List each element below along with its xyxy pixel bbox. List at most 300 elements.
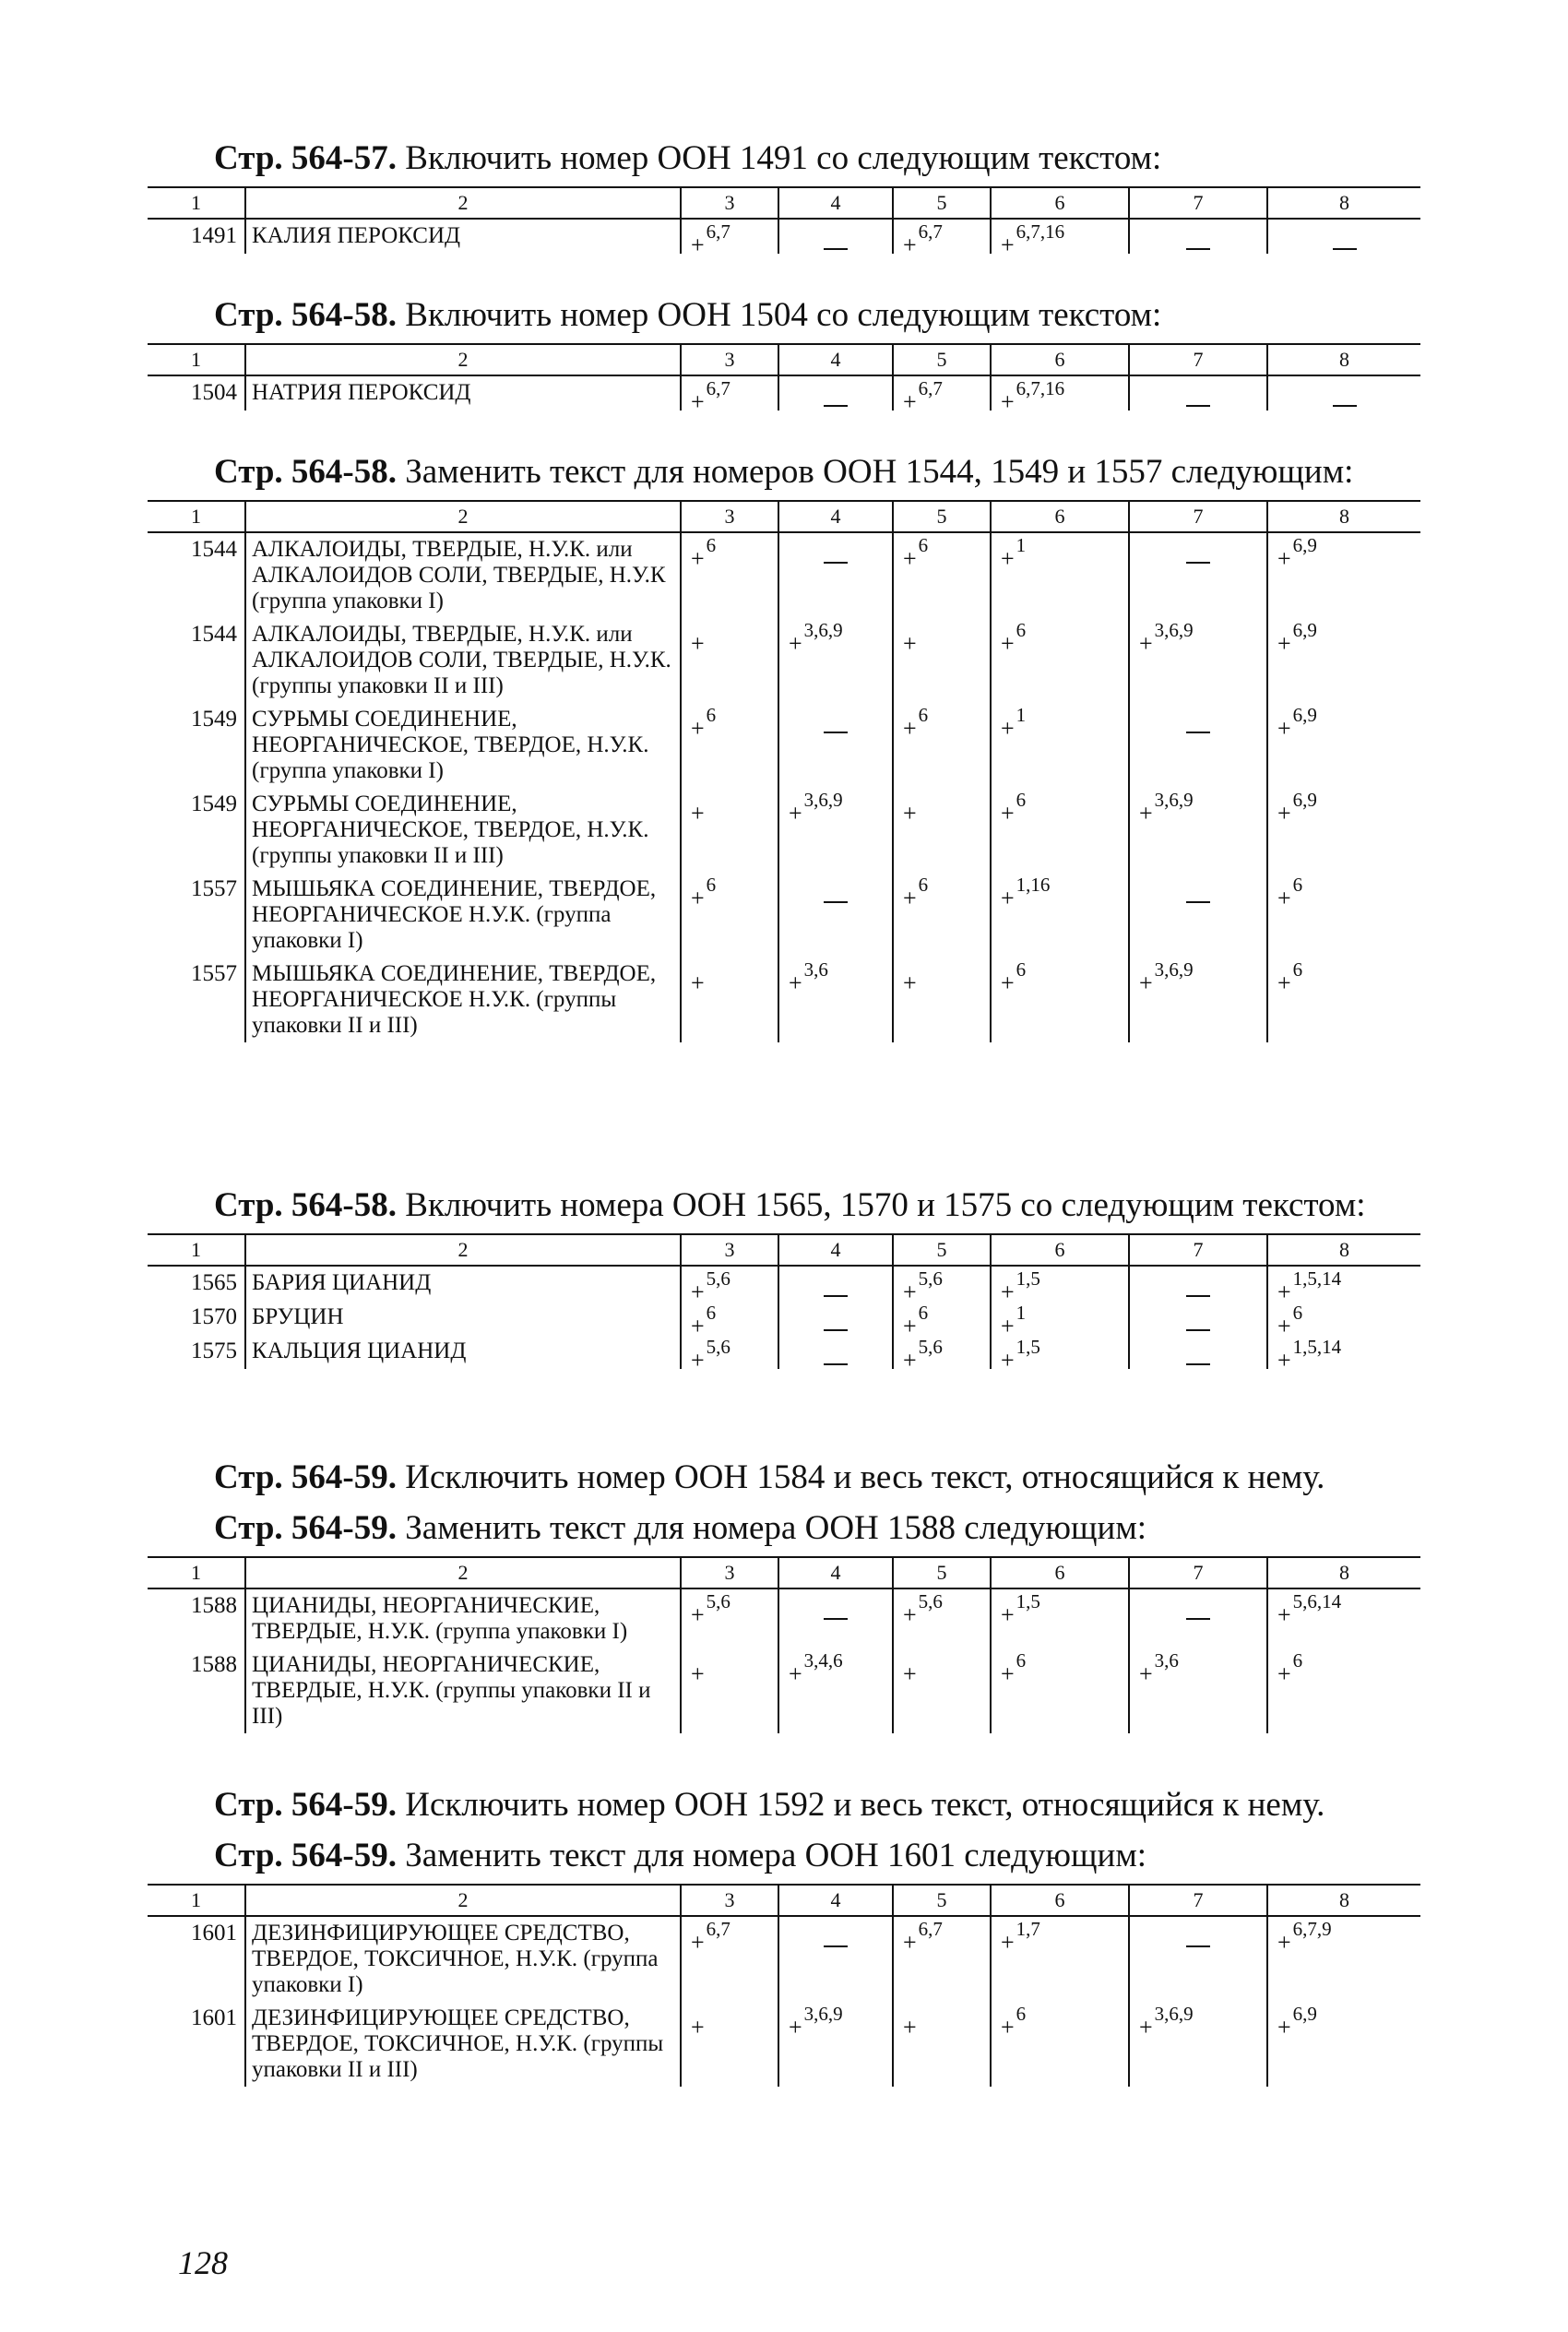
- column-header: 5: [893, 1234, 991, 1266]
- substance-name: АЛКАЛОИДЫ, ТВЕРДЫЕ, Н.У.К. или АЛКАЛОИДОВ СОЛИ, ТВЕРДЫЕ, Н.У.К. (группы упаковки II и III): [245, 618, 681, 703]
- footnote-numbers: 6: [706, 704, 717, 726]
- table-row: [148, 1301, 1420, 1335]
- dash-mark: [1333, 248, 1357, 250]
- footnote-numbers: 3,6,9: [803, 2003, 843, 2025]
- symbol-cell: [991, 788, 1129, 873]
- un-table: [148, 343, 1420, 415]
- substance-name: КАЛИЯ ПЕРОКСИД: [245, 219, 681, 254]
- footnote-numbers: 6: [1016, 1649, 1027, 1672]
- footnote-numbers: 6,7: [918, 1918, 943, 1940]
- column-header: 1: [148, 1885, 245, 1916]
- symbol-cell: [991, 375, 1129, 415]
- header-row: [148, 1234, 1420, 1266]
- plus-sign: +: [1001, 630, 1015, 657]
- dash-cell: [1129, 1588, 1267, 1648]
- table-row: [148, 1335, 1420, 1369]
- symbol-cell: [893, 958, 991, 1042]
- footnote-numbers: 6: [1016, 958, 1027, 981]
- footnote-numbers: 6: [1292, 1649, 1303, 1672]
- symbol-cell: [991, 219, 1129, 258]
- footnote-numbers: 5,6: [706, 1590, 731, 1612]
- section-heading: Стр. 564-58. Включить номер ООН 1504 со следующим текстом:: [214, 296, 1162, 334]
- column-header: 6: [991, 344, 1129, 375]
- column-header: 3: [681, 187, 778, 219]
- footnote-numbers: 5,6: [918, 1267, 943, 1290]
- dash-cell: [778, 1301, 893, 1335]
- footnote-numbers: 1: [1016, 534, 1027, 556]
- dash-cell: [1129, 1916, 1267, 2002]
- plus-sign: +: [1277, 1929, 1291, 1956]
- substance-name: СУРЬМЫ СОЕДИНЕНИЕ, НЕОРГАНИЧЕСКОЕ, ТВЕРДОЕ, Н.У.К. (группа упаковки I): [245, 703, 681, 788]
- footnote-numbers: 6,9: [1292, 2003, 1317, 2025]
- plus-sign: +: [1001, 232, 1015, 258]
- symbol-cell: [681, 958, 778, 1042]
- column-header: 5: [893, 344, 991, 375]
- column-header: 8: [1267, 1885, 1420, 1916]
- plus-sign: +: [1001, 2014, 1015, 2040]
- plus-sign: +: [789, 970, 802, 996]
- dash-cell: [1129, 873, 1267, 958]
- symbol-cell: [681, 1648, 778, 1733]
- footnote-numbers: 1,5: [1016, 1267, 1040, 1290]
- footnote-numbers: 3,6: [803, 958, 828, 981]
- plus-sign: +: [1001, 1347, 1015, 1374]
- table-row: [148, 1916, 1420, 2002]
- symbol-cell: [778, 2002, 893, 2087]
- symbol-cell: [893, 1266, 991, 1305]
- symbol-cell: [1267, 1301, 1420, 1339]
- section-heading: Стр. 564-59. Исключить номер ООН 1592 и весь текст, относящийся к нему.: [214, 1786, 1325, 1824]
- section-heading: Стр. 564-57. Включить номер ООН 1491 со следующим текстом:: [214, 139, 1162, 177]
- substance-name: СУРЬМЫ СОЕДИНЕНИЕ, НЕОРГАНИЧЕСКОЕ, ТВЕРДОЕ, Н.У.К. (группы упаковки II и III): [245, 788, 681, 873]
- column-header: 7: [1129, 1557, 1267, 1588]
- substance-name: ЦИАНИДЫ, НЕОРГАНИЧЕСКИЕ, ТВЕРДЫЕ, Н.У.К. (группы упаковки II и III): [245, 1648, 681, 1733]
- dash-cell: [1129, 532, 1267, 618]
- plus-sign: +: [691, 388, 705, 415]
- section-564-59-b: [148, 1508, 1420, 1733]
- plus-sign: +: [691, 1601, 705, 1628]
- symbol-cell: [991, 873, 1129, 958]
- column-header: 7: [1129, 1234, 1267, 1266]
- symbol-cell: [681, 1335, 778, 1374]
- un-number: 1504: [191, 380, 237, 405]
- plus-sign: +: [903, 2014, 917, 2040]
- column-header: 8: [1267, 501, 1420, 532]
- column-header: 1: [148, 501, 245, 532]
- column-header: 8: [1267, 187, 1420, 219]
- footnote-numbers: 5,6: [706, 1267, 731, 1290]
- column-header: 3: [681, 1234, 778, 1266]
- footnote-numbers: 1,5,14: [1292, 1336, 1342, 1358]
- header-row: [148, 501, 1420, 532]
- symbol-cell: [991, 1301, 1129, 1339]
- table-row: [148, 219, 1420, 254]
- column-header: 5: [893, 187, 991, 219]
- plus-sign: +: [903, 1313, 917, 1339]
- table-row: [148, 375, 1420, 410]
- dash-cell: [1129, 375, 1267, 410]
- symbol-cell: [1129, 1648, 1267, 1733]
- plus-sign: +: [903, 630, 917, 657]
- column-header: 3: [681, 1885, 778, 1916]
- table-body: [148, 375, 1420, 415]
- table-row: [148, 2002, 1420, 2087]
- un-table: [148, 1556, 1420, 1733]
- section-564-57: [148, 138, 1420, 258]
- symbol-cell: [893, 532, 991, 618]
- symbol-cell: [893, 1588, 991, 1648]
- footnote-numbers: 6: [918, 704, 929, 726]
- footnote-numbers: 6: [918, 874, 929, 896]
- un-number: 1588: [191, 1652, 237, 1677]
- plus-sign: +: [1001, 1660, 1015, 1687]
- symbol-cell: [991, 532, 1129, 618]
- dash-mark: [1186, 405, 1210, 407]
- symbol-cell: [1267, 873, 1420, 958]
- dash-mark: [1186, 732, 1210, 733]
- symbol-cell: [681, 1301, 778, 1339]
- footnote-numbers: 6: [1016, 789, 1027, 811]
- symbol-cell: [681, 1266, 778, 1305]
- plus-sign: +: [1001, 1279, 1015, 1305]
- symbol-cell: [681, 219, 778, 258]
- plus-sign: +: [691, 232, 705, 258]
- plus-sign: +: [789, 1660, 802, 1687]
- section-heading: Стр. 564-58. Включить номера ООН 1565, 1570 и 1575 со следующим текстом:: [214, 1186, 1366, 1224]
- symbol-cell: [991, 1588, 1129, 1648]
- un-number: 1491: [191, 223, 237, 248]
- substance-name: БАРИЯ ЦИАНИД: [245, 1266, 681, 1301]
- dash-mark: [1186, 1618, 1210, 1620]
- column-header: 4: [778, 1234, 893, 1266]
- plus-sign: +: [789, 2014, 802, 2040]
- column-header: 7: [1129, 501, 1267, 532]
- symbol-cell: [1267, 1916, 1420, 2002]
- dash-cell: [778, 1588, 893, 1648]
- plus-sign: +: [903, 1660, 917, 1687]
- symbol-cell: [681, 1916, 778, 2002]
- footnote-numbers: 6,9: [1292, 789, 1317, 811]
- footnote-numbers: 6: [706, 534, 717, 556]
- footnote-numbers: 3,6,9: [1154, 958, 1194, 981]
- plus-sign: +: [1001, 800, 1015, 827]
- column-header: 4: [778, 1885, 893, 1916]
- table-body: [148, 1588, 1420, 1733]
- un-number: 1575: [191, 1339, 237, 1363]
- section-heading: Стр. 564-59. Заменить текст для номера ООН 1588 следующим:: [214, 1509, 1147, 1547]
- plus-sign: +: [691, 2014, 705, 2040]
- plus-sign: +: [691, 1313, 705, 1339]
- table-header: [148, 501, 1420, 532]
- symbol-cell: [1267, 532, 1420, 618]
- dash-mark: [1186, 1329, 1210, 1331]
- symbol-cell: [1267, 788, 1420, 873]
- plus-sign: +: [903, 545, 917, 572]
- header-row: [148, 187, 1420, 219]
- dash-mark: [1186, 562, 1210, 564]
- symbol-cell: [991, 1266, 1129, 1305]
- dash-cell: [778, 873, 893, 958]
- column-header: 7: [1129, 187, 1267, 219]
- substance-name: ДЕЗИНФИЦИРУЮЩЕЕ СРЕДСТВО, ТВЕРДОЕ, ТОКСИЧНОЕ, Н.У.К. (группа упаковки I): [245, 1916, 681, 2002]
- footnote-numbers: 6: [1292, 874, 1303, 896]
- symbol-cell: [1267, 1588, 1420, 1648]
- symbol-cell: [893, 1648, 991, 1733]
- column-header: 6: [991, 187, 1129, 219]
- dash-cell: [778, 532, 893, 618]
- plus-sign: +: [1139, 2014, 1153, 2040]
- plus-sign: +: [1277, 2014, 1291, 2040]
- plus-sign: +: [1277, 1347, 1291, 1374]
- footnote-numbers: 6: [1292, 958, 1303, 981]
- plus-sign: +: [1277, 1313, 1291, 1339]
- table-row: [148, 1588, 1420, 1648]
- symbol-cell: [1267, 1266, 1420, 1305]
- un-table: [148, 500, 1420, 1042]
- footnote-numbers: 1: [1016, 704, 1027, 726]
- column-header: 3: [681, 344, 778, 375]
- plus-sign: +: [1277, 545, 1291, 572]
- plus-sign: +: [691, 630, 705, 657]
- dash-mark: [1333, 405, 1357, 407]
- symbol-cell: [893, 788, 991, 873]
- symbol-cell: [778, 1648, 893, 1733]
- table-body: [148, 1266, 1420, 1374]
- symbol-cell: [893, 703, 991, 788]
- section-564-58-a: [148, 295, 1420, 415]
- un-number: 1557: [191, 961, 237, 986]
- symbol-cell: [1129, 2002, 1267, 2087]
- symbol-cell: [893, 375, 991, 415]
- footnote-numbers: 6,9: [1292, 534, 1317, 556]
- symbol-cell: [893, 1916, 991, 2002]
- symbol-cell: [991, 703, 1129, 788]
- plus-sign: +: [903, 885, 917, 911]
- plus-sign: +: [691, 800, 705, 827]
- symbol-cell: [1267, 703, 1420, 788]
- dash-mark: [1186, 901, 1210, 903]
- footnote-numbers: 3,6,9: [1154, 789, 1194, 811]
- footnote-numbers: 6: [706, 874, 717, 896]
- symbol-cell: [681, 375, 778, 415]
- column-header: 7: [1129, 344, 1267, 375]
- symbol-cell: [991, 958, 1129, 1042]
- un-table: [148, 186, 1420, 258]
- symbol-cell: [1267, 1648, 1420, 1733]
- footnote-numbers: 3,6: [1154, 1649, 1179, 1672]
- dash-cell: [778, 1266, 893, 1301]
- substance-name: ЦИАНИДЫ, НЕОРГАНИЧЕСКИЕ, ТВЕРДЫЕ, Н.У.К. (группа упаковки I): [245, 1588, 681, 1648]
- plus-sign: +: [789, 800, 802, 827]
- table-row: [148, 1648, 1420, 1733]
- column-header: 5: [893, 1557, 991, 1588]
- dash-cell: [1267, 375, 1420, 410]
- symbol-cell: [778, 788, 893, 873]
- dash-cell: [1129, 1335, 1267, 1369]
- table-row: [148, 958, 1420, 1042]
- plus-sign: +: [1001, 1929, 1015, 1956]
- un-number: 1601: [191, 2005, 237, 2030]
- plus-sign: +: [691, 1347, 705, 1374]
- table-row: [148, 873, 1420, 958]
- plus-sign: +: [691, 545, 705, 572]
- symbol-cell: [991, 1335, 1129, 1374]
- footnote-numbers: 6,7,9: [1292, 1918, 1332, 1940]
- un-number: 1557: [191, 876, 237, 901]
- column-header: 3: [681, 1557, 778, 1588]
- column-header: 8: [1267, 1234, 1420, 1266]
- plus-sign: +: [789, 630, 802, 657]
- section-heading: Стр. 564-59. Исключить номер ООН 1584 и весь текст, относящийся к нему.: [214, 1458, 1325, 1496]
- symbol-cell: [681, 2002, 778, 2087]
- substance-name: НАТРИЯ ПЕРОКСИД: [245, 375, 681, 410]
- symbol-cell: [681, 873, 778, 958]
- plus-sign: +: [691, 970, 705, 996]
- plus-sign: +: [691, 1279, 705, 1305]
- column-header: 7: [1129, 1885, 1267, 1916]
- column-header: 3: [681, 501, 778, 532]
- un-number: 1544: [191, 537, 237, 562]
- plus-sign: +: [903, 1601, 917, 1628]
- column-header: 2: [245, 344, 681, 375]
- column-header: 5: [893, 1885, 991, 1916]
- section-564-59-d: [148, 1836, 1420, 2087]
- column-header: 8: [1267, 344, 1420, 375]
- column-header: 6: [991, 501, 1129, 532]
- dash-cell: [1129, 219, 1267, 254]
- dash-mark: [1186, 248, 1210, 250]
- plus-sign: +: [1139, 1660, 1153, 1687]
- footnote-numbers: 1,5,14: [1292, 1267, 1342, 1290]
- plus-sign: +: [903, 800, 917, 827]
- dash-cell: [1129, 703, 1267, 788]
- table-body: [148, 1916, 1420, 2087]
- column-header: 1: [148, 1557, 245, 1588]
- column-header: 2: [245, 501, 681, 532]
- plus-sign: +: [1139, 970, 1153, 996]
- footnote-numbers: 3,6,9: [803, 619, 843, 641]
- un-number: 1601: [191, 1921, 237, 1945]
- plus-sign: +: [1001, 885, 1015, 911]
- symbol-cell: [991, 618, 1129, 703]
- un-number: 1570: [191, 1304, 237, 1329]
- dash-cell: [1129, 1266, 1267, 1301]
- dash-mark: [824, 901, 848, 903]
- dash-mark: [824, 248, 848, 250]
- plus-sign: +: [691, 1660, 705, 1687]
- symbol-cell: [1267, 618, 1420, 703]
- footnote-numbers: 1,16: [1016, 874, 1051, 896]
- column-header: 6: [991, 1234, 1129, 1266]
- symbol-cell: [1129, 958, 1267, 1042]
- footnote-numbers: 5,6,14: [1292, 1590, 1342, 1612]
- plus-sign: +: [903, 715, 917, 742]
- dash-cell: [778, 1916, 893, 2002]
- plus-sign: +: [1001, 715, 1015, 742]
- symbol-cell: [991, 1916, 1129, 2002]
- table-header: [148, 1234, 1420, 1266]
- table-row: [148, 788, 1420, 873]
- footnote-numbers: 3,6,9: [803, 789, 843, 811]
- plus-sign: +: [1277, 1279, 1291, 1305]
- symbol-cell: [681, 788, 778, 873]
- symbol-cell: [893, 873, 991, 958]
- footnote-numbers: 3,6,9: [1154, 619, 1194, 641]
- un-table: [148, 1884, 1420, 2087]
- footnote-numbers: 6,7: [918, 220, 943, 243]
- table-body: [148, 219, 1420, 258]
- dash-cell: [778, 219, 893, 254]
- header-row: [148, 344, 1420, 375]
- un-number: 1549: [191, 707, 237, 732]
- column-header: 8: [1267, 1557, 1420, 1588]
- column-header: 2: [245, 1885, 681, 1916]
- footnote-numbers: 6,7: [918, 377, 943, 399]
- symbol-cell: [778, 958, 893, 1042]
- table-header: [148, 344, 1420, 375]
- section-564-59-a: [148, 1458, 1420, 1505]
- table-row: [148, 703, 1420, 788]
- footnote-numbers: 3,6,9: [1154, 2003, 1194, 2025]
- table-row: [148, 618, 1420, 703]
- dash-cell: [778, 703, 893, 788]
- plus-sign: +: [903, 1347, 917, 1374]
- footnote-numbers: 6: [1016, 619, 1027, 641]
- section-564-58-b: [148, 452, 1420, 1042]
- plus-sign: +: [903, 1279, 917, 1305]
- dash-mark: [824, 1363, 848, 1365]
- substance-name: БРУЦИН: [245, 1301, 681, 1335]
- plus-sign: +: [903, 232, 917, 258]
- dash-mark: [824, 1618, 848, 1620]
- dash-cell: [778, 375, 893, 410]
- symbol-cell: [778, 618, 893, 703]
- symbol-cell: [1267, 958, 1420, 1042]
- section-heading: Стр. 564-58. Заменить текст для номеров ООН 1544, 1549 и 1557 следующим:: [214, 453, 1354, 491]
- symbol-cell: [681, 1588, 778, 1648]
- plus-sign: +: [1001, 545, 1015, 572]
- dash-mark: [824, 1295, 848, 1297]
- table-header: [148, 187, 1420, 219]
- symbol-cell: [681, 532, 778, 618]
- symbol-cell: [991, 1648, 1129, 1733]
- footnote-numbers: 6,9: [1292, 704, 1317, 726]
- column-header: 1: [148, 1234, 245, 1266]
- footnote-numbers: 5,6: [706, 1336, 731, 1358]
- symbol-cell: [893, 219, 991, 258]
- symbol-cell: [991, 2002, 1129, 2087]
- dash-mark: [1186, 1363, 1210, 1365]
- footnote-numbers: 6: [1292, 1302, 1303, 1324]
- column-header: 4: [778, 344, 893, 375]
- footnote-numbers: 6: [918, 1302, 929, 1324]
- symbol-cell: [893, 618, 991, 703]
- footnote-numbers: 6: [1016, 2003, 1027, 2025]
- column-header: 2: [245, 1234, 681, 1266]
- plus-sign: +: [1277, 970, 1291, 996]
- un-number: 1549: [191, 791, 237, 816]
- un-table: [148, 1233, 1420, 1374]
- substance-name: ДЕЗИНФИЦИРУЮЩЕЕ СРЕДСТВО, ТВЕРДОЕ, ТОКСИЧНОЕ, Н.У.К. (группы упаковки II и III): [245, 2002, 681, 2087]
- header-row: [148, 1557, 1420, 1588]
- plus-sign: +: [903, 970, 917, 996]
- substance-name: КАЛЬЦИЯ ЦИАНИД: [245, 1335, 681, 1369]
- dash-mark: [824, 1945, 848, 1947]
- plus-sign: +: [1139, 800, 1153, 827]
- column-header: 4: [778, 1557, 893, 1588]
- plus-sign: +: [1139, 630, 1153, 657]
- plus-sign: +: [691, 885, 705, 911]
